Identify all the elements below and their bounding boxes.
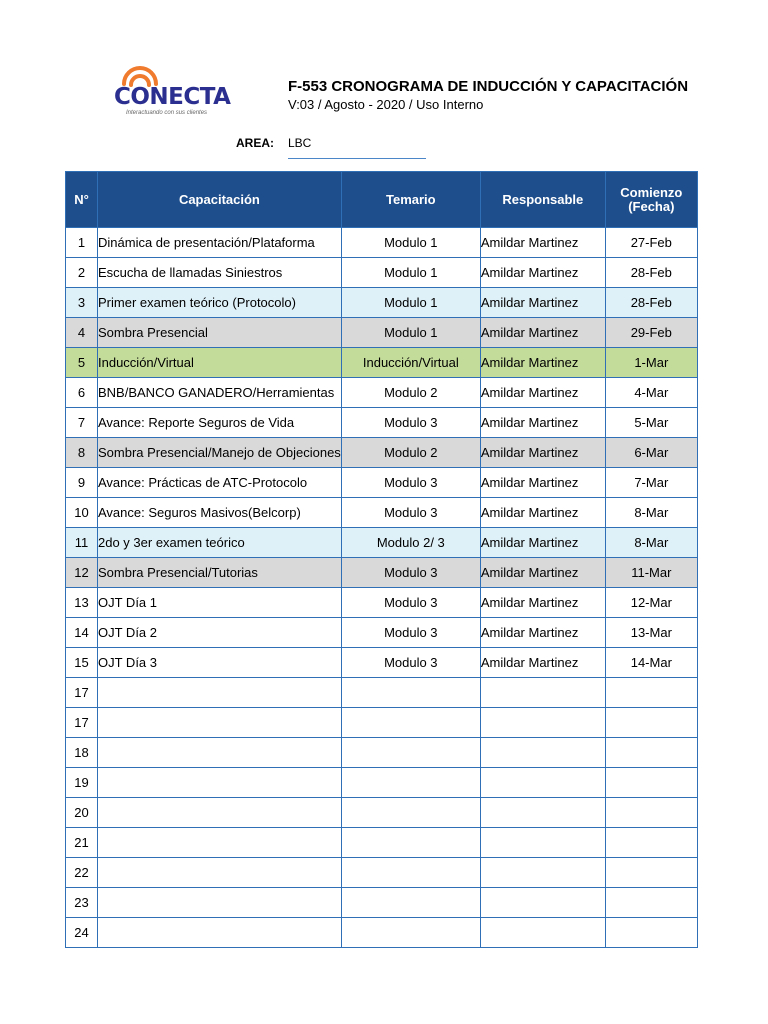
header-responsable: Responsable (480, 172, 605, 228)
header-capacitacion: Capacitación (98, 172, 342, 228)
cell-temario[interactable] (341, 708, 480, 738)
document-title: F-553 CRONOGRAMA DE INDUCCIÓN Y CAPACITACIÓN (288, 78, 689, 95)
cell-capacitacion[interactable]: Avance: Reporte Seguros de Vida (98, 408, 342, 438)
cell-temario[interactable]: Modulo 1 (341, 288, 480, 318)
table-row (66, 888, 698, 918)
table-row (66, 708, 698, 738)
table-row (66, 318, 698, 348)
cell-number[interactable]: 14 (66, 618, 98, 648)
cell-responsable[interactable]: Amildar Martinez (480, 618, 605, 648)
document-version: V:03 / Agosto - 2020 / Uso Interno (288, 97, 484, 112)
logo-tagline: Interactuando con sus clientes (126, 110, 208, 116)
cell-number[interactable]: 24 (66, 918, 98, 948)
cell-number[interactable]: 7 (66, 408, 98, 438)
cell-temario[interactable]: Modulo 3 (341, 588, 480, 618)
cell-responsable[interactable] (480, 768, 605, 798)
cell-fecha[interactable] (605, 858, 697, 888)
cell-fecha[interactable]: 5-Mar (605, 408, 697, 438)
cell-temario[interactable]: Modulo 2/ 3 (341, 528, 480, 558)
cell-temario[interactable] (341, 888, 480, 918)
cell-number[interactable]: 23 (66, 888, 98, 918)
cell-temario[interactable]: Modulo 1 (341, 228, 480, 258)
cell-number[interactable]: 12 (66, 558, 98, 588)
header-comienzo: Comienzo (Fecha) (605, 172, 697, 228)
cell-fecha[interactable]: 29-Feb (605, 318, 697, 348)
table-row (66, 258, 698, 288)
cell-number[interactable]: 17 (66, 708, 98, 738)
cell-responsable[interactable]: Amildar Martinez (480, 318, 605, 348)
cell-responsable[interactable]: Amildar Martinez (480, 648, 605, 678)
table-row (66, 528, 698, 558)
cell-capacitacion[interactable]: Dinámica de presentación/Plataforma (98, 228, 342, 258)
cell-capacitacion[interactable]: Avance: Seguros Masivos(Belcorp) (98, 498, 342, 528)
cell-responsable[interactable]: Amildar Martinez (480, 348, 605, 378)
cell-fecha[interactable]: 1-Mar (605, 348, 697, 378)
cell-number[interactable]: 17 (66, 678, 98, 708)
cell-temario[interactable] (341, 738, 480, 768)
cell-number[interactable]: 9 (66, 468, 98, 498)
cell-number[interactable]: 6 (66, 378, 98, 408)
logo-wordmark: CONECTA (114, 84, 231, 110)
cell-number[interactable]: 1 (66, 228, 98, 258)
cell-capacitacion[interactable]: Inducción/Virtual (98, 348, 342, 378)
cell-responsable[interactable]: Amildar Martinez (480, 588, 605, 618)
table-row (66, 408, 698, 438)
table-row (66, 438, 698, 468)
cell-capacitacion[interactable]: Sombra Presencial/Tutorias (98, 558, 342, 588)
cell-fecha[interactable]: 12-Mar (605, 588, 697, 618)
cell-capacitacion[interactable]: Sombra Presencial/Manejo de Objeciones (98, 438, 342, 468)
cell-number[interactable]: 11 (66, 528, 98, 558)
cell-number[interactable]: 15 (66, 648, 98, 678)
cell-responsable[interactable]: Amildar Martinez (480, 468, 605, 498)
cell-temario[interactable]: Modulo 1 (341, 318, 480, 348)
cell-responsable[interactable]: Amildar Martinez (480, 288, 605, 318)
table-row (66, 288, 698, 318)
cell-capacitacion[interactable] (98, 918, 342, 948)
table-row (66, 648, 698, 678)
cell-number[interactable]: 20 (66, 798, 98, 828)
cell-fecha[interactable] (605, 768, 697, 798)
header-temario: Temario (341, 172, 480, 228)
table-row (66, 798, 698, 828)
table-row (66, 678, 698, 708)
header-number: N° (66, 172, 98, 228)
schedule-table (65, 171, 698, 948)
cell-fecha[interactable]: 8-Mar (605, 498, 697, 528)
company-logo (110, 66, 245, 126)
cell-responsable[interactable]: Amildar Martinez (480, 258, 605, 288)
table-row (66, 228, 698, 258)
cell-responsable[interactable] (480, 738, 605, 768)
cell-temario[interactable]: Modulo 3 (341, 558, 480, 588)
cell-number[interactable]: 3 (66, 288, 98, 318)
cell-number[interactable]: 10 (66, 498, 98, 528)
cell-temario[interactable]: Modulo 1 (341, 258, 480, 288)
area-value[interactable]: LBC (288, 136, 426, 159)
cell-capacitacion[interactable]: Escucha de llamadas Siniestros (98, 258, 342, 288)
table-row (66, 618, 698, 648)
cell-number[interactable]: 13 (66, 588, 98, 618)
cell-capacitacion[interactable] (98, 828, 342, 858)
table-row (66, 468, 698, 498)
cell-temario[interactable]: Modulo 3 (341, 468, 480, 498)
table-row (66, 498, 698, 528)
cell-temario[interactable]: Modulo 3 (341, 618, 480, 648)
cell-responsable[interactable]: Amildar Martinez (480, 228, 605, 258)
cell-responsable[interactable] (480, 888, 605, 918)
cell-capacitacion[interactable]: OJT Día 2 (98, 618, 342, 648)
cell-temario[interactable]: Modulo 3 (341, 408, 480, 438)
cell-capacitacion[interactable]: OJT Día 3 (98, 648, 342, 678)
cell-temario[interactable]: Modulo 2 (341, 438, 480, 468)
cell-temario[interactable]: Inducción/Virtual (341, 348, 480, 378)
cell-number[interactable]: 5 (66, 348, 98, 378)
cell-capacitacion[interactable]: OJT Día 1 (98, 588, 342, 618)
cell-number[interactable]: 22 (66, 858, 98, 888)
cell-temario[interactable]: Modulo 2 (341, 378, 480, 408)
cell-number[interactable]: 18 (66, 738, 98, 768)
cell-fecha[interactable] (605, 828, 697, 858)
cell-capacitacion[interactable]: Primer examen teórico (Protocolo) (98, 288, 342, 318)
cell-temario[interactable] (341, 828, 480, 858)
cell-fecha[interactable]: 28-Feb (605, 258, 697, 288)
table-row (66, 768, 698, 798)
cell-fecha[interactable]: 11-Mar (605, 558, 697, 588)
cell-number[interactable]: 4 (66, 318, 98, 348)
table-row (66, 918, 698, 948)
cell-temario[interactable] (341, 918, 480, 948)
cell-capacitacion[interactable] (98, 888, 342, 918)
table-row (66, 828, 698, 858)
cell-number[interactable]: 21 (66, 828, 98, 858)
cell-temario[interactable]: Modulo 3 (341, 648, 480, 678)
cell-fecha[interactable]: 13-Mar (605, 618, 697, 648)
cell-capacitacion[interactable] (98, 678, 342, 708)
cell-fecha[interactable] (605, 678, 697, 708)
cell-responsable[interactable]: Amildar Martinez (480, 528, 605, 558)
cell-number[interactable]: 19 (66, 768, 98, 798)
table-row (66, 558, 698, 588)
cell-capacitacion[interactable]: Sombra Presencial (98, 318, 342, 348)
cell-number[interactable]: 8 (66, 438, 98, 468)
cell-fecha[interactable] (605, 798, 697, 828)
cell-fecha[interactable] (605, 918, 697, 948)
cell-temario[interactable] (341, 678, 480, 708)
cell-responsable[interactable]: Amildar Martinez (480, 438, 605, 468)
table-row (66, 348, 698, 378)
cell-capacitacion[interactable]: Avance: Prácticas de ATC-Protocolo (98, 468, 342, 498)
cell-responsable[interactable] (480, 918, 605, 948)
cell-responsable[interactable] (480, 798, 605, 828)
cell-capacitacion[interactable]: 2do y 3er examen teórico (98, 528, 342, 558)
cell-capacitacion[interactable]: BNB/BANCO GANADERO/Herramientas (98, 378, 342, 408)
cell-fecha[interactable]: 4-Mar (605, 378, 697, 408)
cell-fecha[interactable]: 8-Mar (605, 528, 697, 558)
table-header-row (66, 172, 698, 228)
table-row (66, 738, 698, 768)
cell-capacitacion[interactable] (98, 738, 342, 768)
cell-responsable[interactable] (480, 708, 605, 738)
cell-fecha[interactable] (605, 708, 697, 738)
table-row (66, 378, 698, 408)
cell-responsable[interactable] (480, 858, 605, 888)
cell-fecha[interactable] (605, 738, 697, 768)
cell-responsable[interactable]: Amildar Martinez (480, 498, 605, 528)
cell-capacitacion[interactable] (98, 858, 342, 888)
cell-responsable[interactable]: Amildar Martinez (480, 558, 605, 588)
table-row (66, 588, 698, 618)
cell-temario[interactable] (341, 798, 480, 828)
cell-temario[interactable] (341, 858, 480, 888)
cell-fecha[interactable]: 14-Mar (605, 648, 697, 678)
cell-capacitacion[interactable] (98, 768, 342, 798)
cell-temario[interactable] (341, 768, 480, 798)
cell-temario[interactable]: Modulo 3 (341, 498, 480, 528)
cell-capacitacion[interactable] (98, 708, 342, 738)
cell-fecha[interactable]: 27-Feb (605, 228, 697, 258)
cell-responsable[interactable] (480, 678, 605, 708)
cell-fecha[interactable]: 28-Feb (605, 288, 697, 318)
table-row (66, 858, 698, 888)
cell-responsable[interactable] (480, 828, 605, 858)
area-label: AREA: (236, 136, 274, 150)
cell-responsable[interactable]: Amildar Martinez (480, 408, 605, 438)
cell-responsable[interactable]: Amildar Martinez (480, 378, 605, 408)
cell-capacitacion[interactable] (98, 798, 342, 828)
cell-number[interactable]: 2 (66, 258, 98, 288)
cell-fecha[interactable]: 7-Mar (605, 468, 697, 498)
cell-fecha[interactable] (605, 888, 697, 918)
cell-fecha[interactable]: 6-Mar (605, 438, 697, 468)
